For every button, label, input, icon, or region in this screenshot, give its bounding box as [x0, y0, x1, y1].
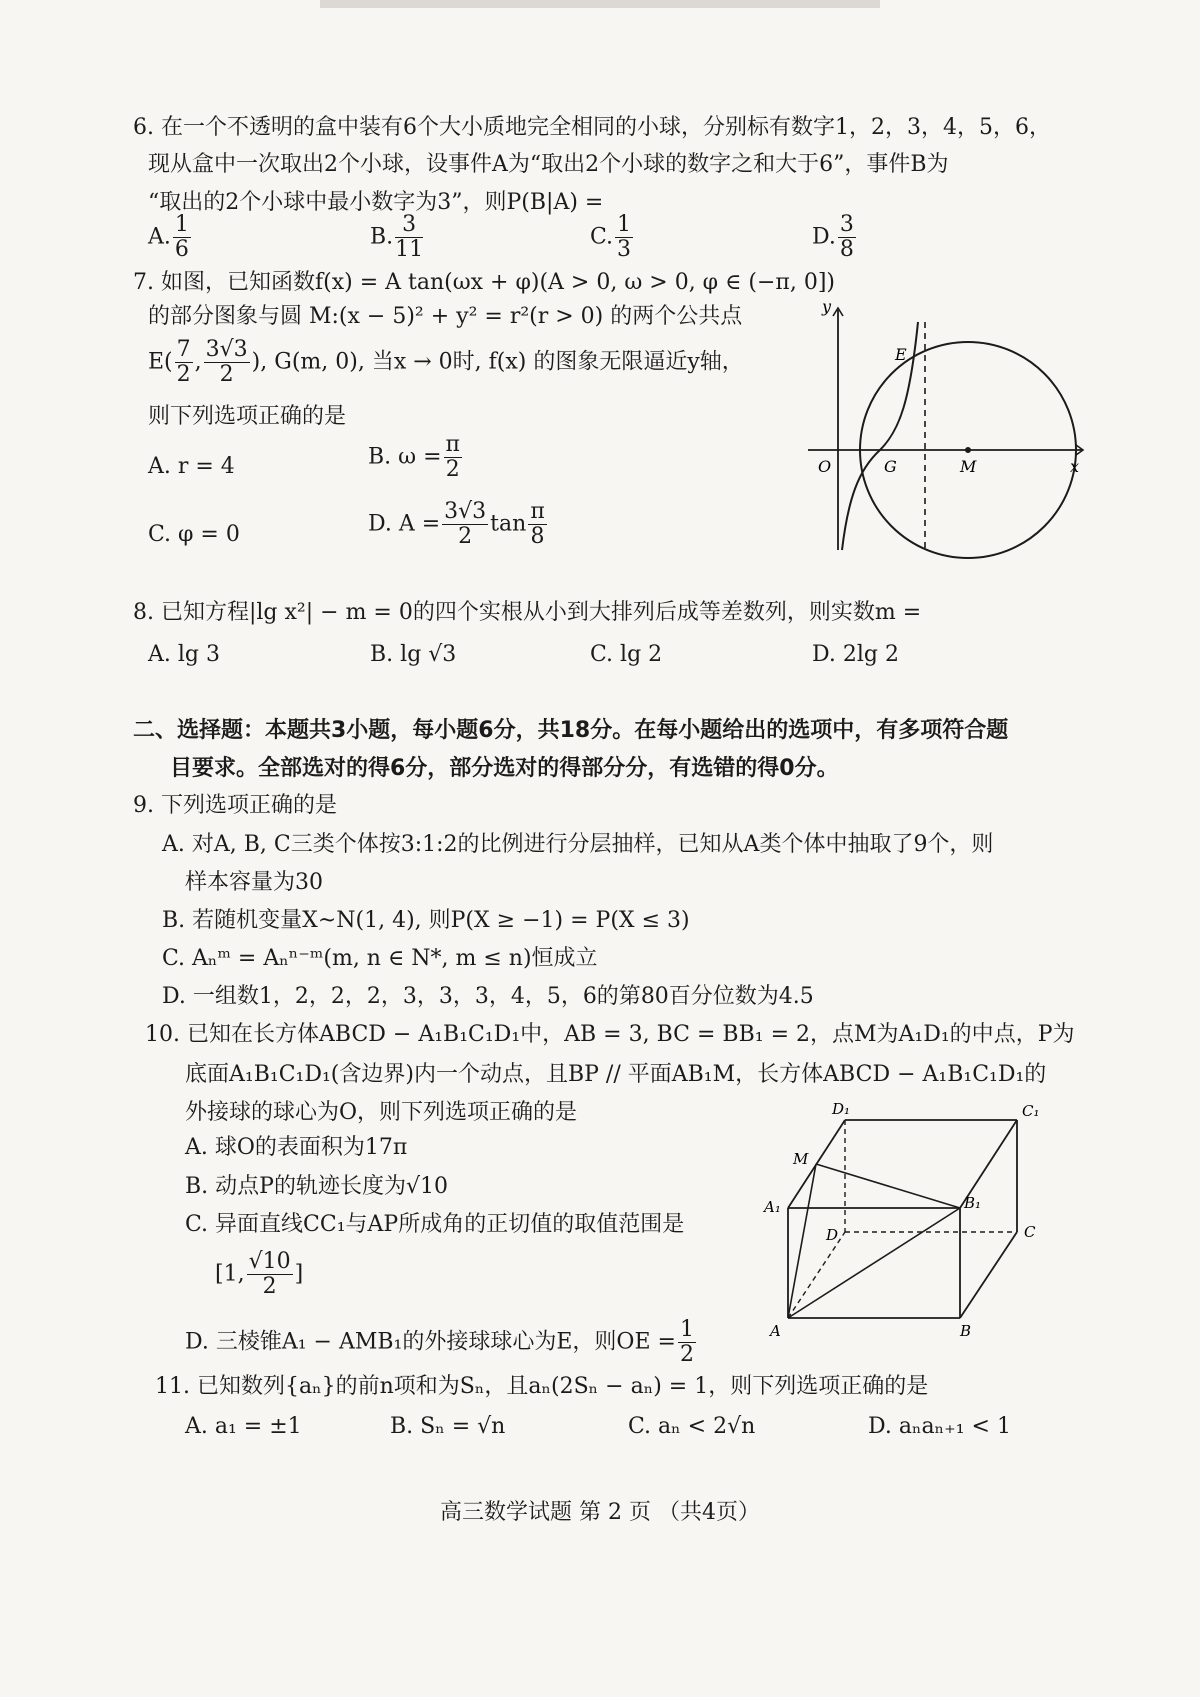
label-c: C [1024, 1223, 1036, 1241]
q8-option-c: C. lg 2 [590, 642, 663, 667]
fraction: $\frac{3√3}{2}$ [444, 499, 487, 549]
q10-figure [760, 1100, 1070, 1340]
fraction: $\frac{3}{11}$ [395, 212, 424, 262]
section2-line1: 二、选择题：本题共3小题，每小题6分，共18分。在每小题给出的选项中，有多项符合题 [133, 718, 1009, 743]
q11-option-b: B. Sₙ = √n [390, 1414, 506, 1439]
q7-option-b: B. ω = $\frac{\pi}{2}$ [368, 432, 460, 482]
q10-option-c: C. 异面直线CC₁与AP所成角的正切值的取值范围是 [185, 1212, 685, 1237]
q10-option-c-range: [1, $\frac{√10}{2}$ ] [215, 1249, 304, 1299]
label-b: B [960, 1322, 972, 1340]
q8-option-a: A. lg 3 [148, 642, 220, 667]
fraction: $\frac{1}{6}$ [174, 212, 189, 262]
page-footer: 高三数学试题 第 2 页 （共4页） [440, 1500, 760, 1525]
q6-line1: 6. 在一个不透明的盒中装有6个大小质地完全相同的小球，分别标有数字1，2，3，4，5，6， [133, 115, 1051, 140]
q6-line2: 现从盒中一次取出2个小球，设事件A为“取出2个小球的数字之和大于6”，事件B为 [148, 152, 949, 177]
q9-line1: 9. 下列选项正确的是 [133, 793, 337, 818]
fraction: $\frac{1}{3}$ [617, 212, 632, 262]
q6-option-b: B. $\frac{3}{11}$ [370, 212, 424, 262]
segment-ab1 [788, 1208, 960, 1318]
label-d1: D₁ [832, 1100, 851, 1118]
q9-option-b: B. 若随机变量X~N(1, 4), 则P(X ≥ −1) = P(X ≤ 3) [162, 908, 690, 933]
fraction: $\frac{\pi}{8}$ [530, 499, 545, 549]
q6-option-d: D. $\frac{3}{8}$ [812, 212, 854, 262]
q7-figure [800, 300, 1090, 560]
point-m [965, 447, 971, 453]
q6-line3: “取出的2个小球中最小数字为3”，则P(B|A) = [148, 190, 604, 215]
q10-option-a: A. 球O的表面积为17π [185, 1135, 408, 1160]
q10-option-d: D. 三棱锥A₁ − AMB₁的外接球球心为E，则OE = $\frac{1}{2}$ [185, 1317, 694, 1367]
label-m: M [960, 457, 977, 476]
q10-line2: 底面A₁B₁C₁D₁(含边界)内一个动点，且BP // 平面AB₁M，长方体ABCD − A₁B₁C₁D₁的 [185, 1062, 1047, 1087]
label-d: D [826, 1226, 839, 1244]
q7-line4: 则下列选项正确的是 [148, 404, 347, 429]
q6-option-a: A. $\frac{1}{6}$ [148, 212, 189, 262]
q9-option-c: C. Aₙᵐ = Aₙⁿ⁻ᵐ(m, n ∈ N*, m ≤ n)恒成立 [162, 946, 598, 971]
label-y: y [822, 300, 832, 316]
q11-option-a: A. a₁ = ±1 [185, 1414, 302, 1439]
q11-option-c: C. aₙ < 2√n [628, 1414, 756, 1439]
label-o: O [818, 457, 832, 476]
q7-option-a: A. r = 4 [148, 454, 235, 479]
q7-line3: E( $\frac{7}{2}$ , $\frac{3√3}{2}$ ), G(m, 0), 当x → 0时, f(x) 的图象无限逼近y轴， [148, 337, 744, 387]
q6-option-c: C. $\frac{1}{3}$ [590, 212, 632, 262]
fraction: $\frac{7}{2}$ [176, 337, 191, 387]
q11-option-d: D. aₙaₙ₊₁ < 1 [868, 1414, 1011, 1439]
fraction: $\frac{√10}{2}$ [248, 1249, 291, 1299]
label-m: M [793, 1150, 809, 1168]
label-a: A [770, 1322, 781, 1340]
fraction: $\frac{\pi}{2}$ [445, 432, 460, 482]
segment-mb1 [816, 1164, 960, 1208]
label-c1: C₁ [1022, 1102, 1040, 1120]
label-g: G [884, 457, 897, 476]
scan-artifact [320, 0, 880, 8]
q11-line1: 11. 已知数列{aₙ}的前n项和为Sₙ，且aₙ(2Sₙ − aₙ) = 1，则下列选项正确的是 [155, 1374, 929, 1399]
q7-line2: 的部分图象与圆 M:(x − 5)² + y² = r²(r > 0) 的两个公共点 [148, 304, 743, 329]
fraction: $\frac{3√3}{2}$ [205, 337, 248, 387]
q8-option-b: B. lg √3 [370, 642, 457, 667]
fraction: $\frac{3}{8}$ [839, 212, 854, 262]
section2-line2: 目要求。全部选对的得6分，部分选对的得部分分，有选错的得0分。 [170, 756, 839, 781]
q9-option-a: A. 对A, B, C三类个体按3:1:2的比例进行分层抽样，已知从A类个体中抽取了9个，则 [162, 832, 994, 857]
q9-option-d: D. 一组数1，2，2，2，3，3，3，4，5，6的第80百分位数为4.5 [162, 984, 814, 1009]
q8-option-d: D. 2lg 2 [812, 642, 899, 667]
q9-option-a-cont: 样本容量为30 [185, 870, 323, 895]
label-x: x [1070, 457, 1080, 476]
fraction: $\frac{1}{2}$ [679, 1317, 694, 1367]
label-b1: B₁ [964, 1194, 982, 1212]
q10-option-b: B. 动点P的轨迹长度为√10 [185, 1174, 448, 1199]
label-a1: A₁ [764, 1198, 781, 1216]
q8-line1: 8. 已知方程|lg x²| − m = 0的四个实根从小到大排列后成等差数列，则实数m = [133, 600, 922, 625]
q7-option-c: C. φ = 0 [148, 522, 240, 547]
q7-line1: 7. 如图，已知函数f(x) = A tan(ωx + φ)(A > 0, ω > 0, φ ∈ (−π, 0]) [133, 270, 835, 295]
edge-bc [960, 1232, 1017, 1318]
q7-option-d: D. A = $\frac{3√3}{2}$ tan $\frac{\pi}{8}$ [368, 499, 545, 549]
q10-line3: 外接球的球心为O，则下列选项正确的是 [185, 1100, 578, 1125]
label-e: E [895, 345, 907, 364]
q10-line1: 10. 已知在长方体ABCD − A₁B₁C₁D₁中，AB = 3, BC = BB₁ = 2，点M为A₁D₁的中点，P为 [145, 1022, 1075, 1047]
